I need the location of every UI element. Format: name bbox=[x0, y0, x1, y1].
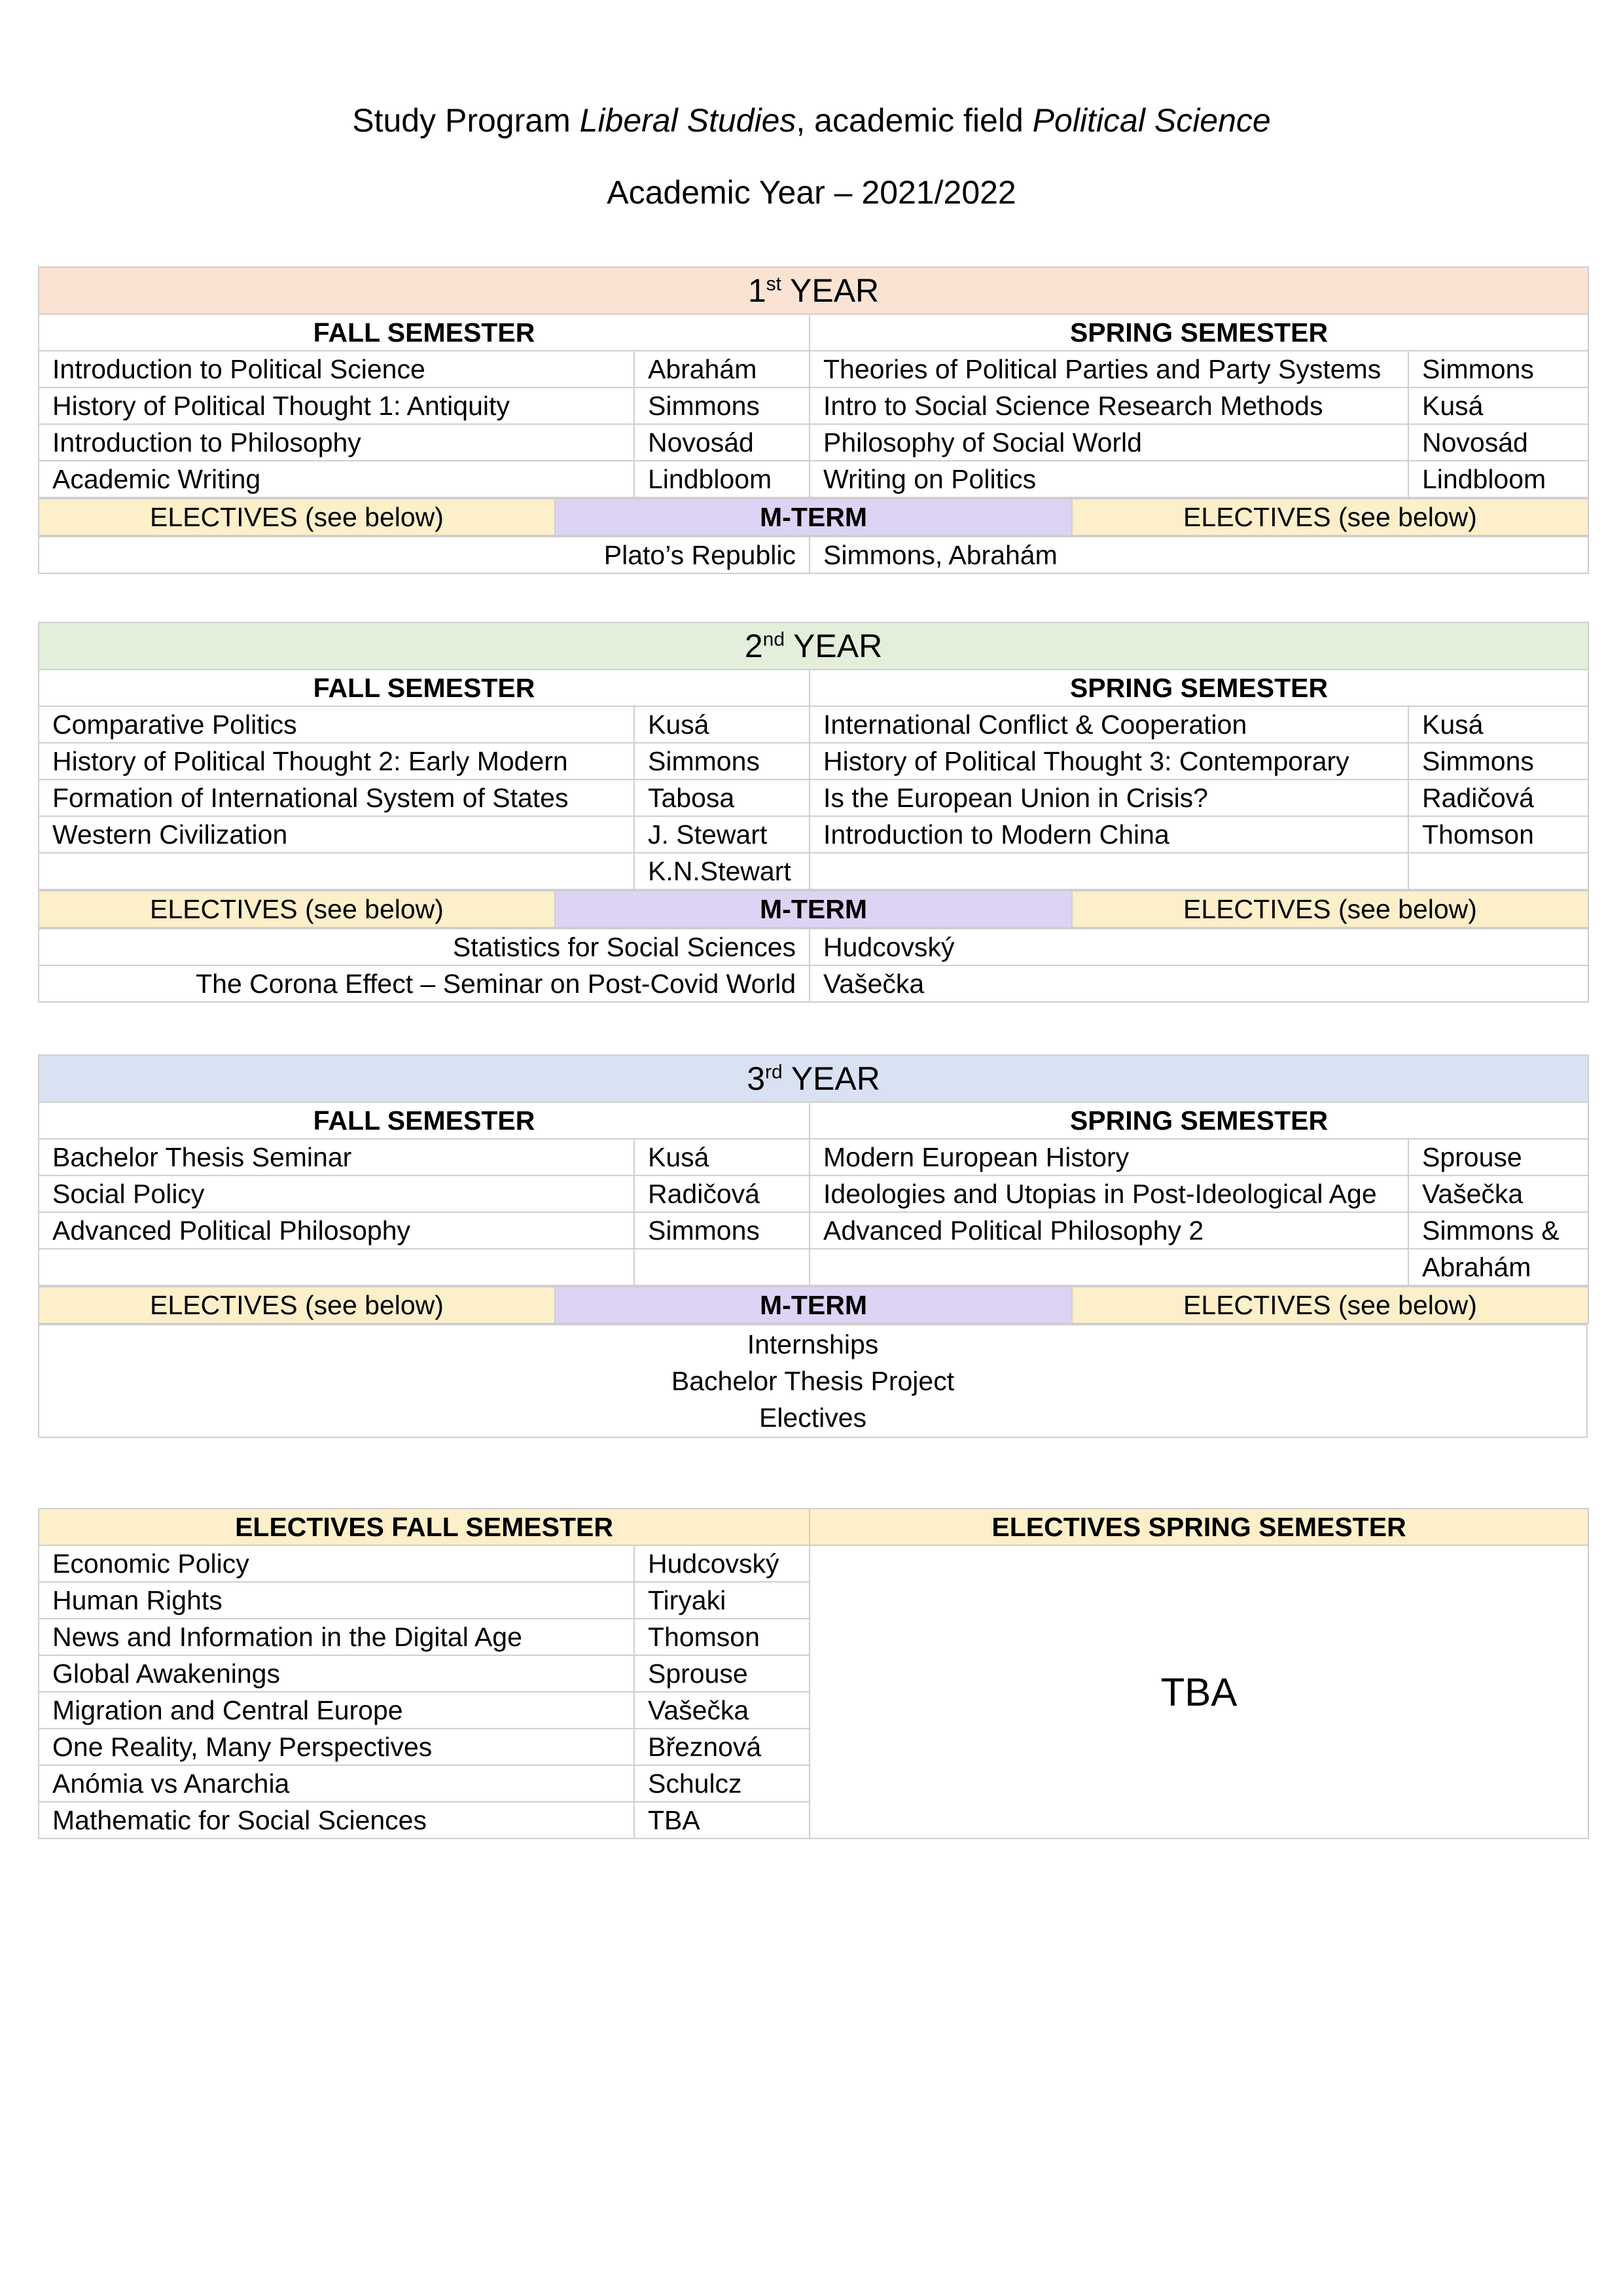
fall-electives-note: ELECTIVES (see below) bbox=[39, 499, 555, 535]
spring-instructor: Sprouse bbox=[1408, 1139, 1588, 1175]
fall-instructor: Kusá bbox=[634, 706, 810, 743]
mterm-row bbox=[39, 965, 1588, 1002]
mterm-option: Internships bbox=[747, 1329, 879, 1359]
course-row bbox=[39, 461, 1588, 497]
mterm-option: Electives bbox=[758, 1403, 867, 1433]
mterm-header: M-TERM bbox=[555, 891, 1072, 927]
spring-instructor: Kusá bbox=[1408, 706, 1588, 743]
fall-instructor: Radičová bbox=[634, 1175, 810, 1212]
fall-instructor: K.N.Stewart bbox=[634, 853, 810, 889]
elective-course: Human Rights bbox=[39, 1582, 634, 1619]
fall-instructor: Simmons bbox=[634, 387, 810, 424]
mterm-course: Statistics for Social Sciences bbox=[39, 929, 810, 965]
spring-instructor: Simmons bbox=[1408, 743, 1588, 780]
spring-electives-note: ELECTIVES (see below) bbox=[1072, 891, 1588, 927]
fall-instructor: Simmons bbox=[634, 743, 810, 780]
course-row bbox=[39, 1212, 1588, 1249]
elective-instructor: Hudcovský bbox=[634, 1545, 810, 1582]
title-mid: , academic field bbox=[796, 102, 1033, 139]
year-3-table bbox=[38, 1054, 1589, 1286]
fall-course: History of Political Thought 1: Antiquity bbox=[39, 387, 634, 424]
spring-course: History of Political Thought 3: Contemporary bbox=[810, 743, 1408, 780]
spring-course: Philosophy of Social World bbox=[810, 424, 1408, 461]
fall-instructor: Simmons bbox=[634, 1212, 810, 1249]
year-2-mterm-strip bbox=[38, 890, 1589, 928]
spring-course: Theories of Political Parties and Party Systems bbox=[810, 351, 1408, 387]
mterm-row bbox=[39, 537, 1588, 573]
elective-course: Anómia vs Anarchia bbox=[39, 1765, 634, 1802]
spring-instructor: Lindbloom bbox=[1408, 461, 1588, 497]
fall-course: History of Political Thought 2: Early Modern bbox=[39, 743, 634, 780]
elective-instructor: Thomson bbox=[634, 1619, 810, 1655]
course-row bbox=[39, 351, 1588, 387]
document-title bbox=[0, 101, 1623, 139]
fall-course bbox=[39, 853, 634, 889]
course-row bbox=[39, 743, 1588, 780]
year-2-header: 2nd YEAR bbox=[39, 622, 1588, 670]
year-3-mterm-table bbox=[38, 1324, 1588, 1438]
elective-row bbox=[39, 1545, 1588, 1582]
elective-course: Global Awakenings bbox=[39, 1655, 634, 1692]
academic-year: Academic Year – 2021/2022 bbox=[607, 174, 1016, 211]
elective-course: News and Information in the Digital Age bbox=[39, 1619, 634, 1655]
course-row bbox=[39, 780, 1588, 816]
spring-course: Introduction to Modern China bbox=[810, 816, 1408, 853]
year-1-table bbox=[38, 266, 1589, 498]
fall-semester-header: FALL SEMESTER bbox=[39, 314, 810, 351]
spring-instructor: Novosád bbox=[1408, 424, 1588, 461]
program-name: Liberal Studies bbox=[579, 102, 796, 139]
elective-instructor: Vašečka bbox=[634, 1692, 810, 1729]
fall-course: Formation of International System of States bbox=[39, 780, 634, 816]
spring-course: Intro to Social Science Research Methods bbox=[810, 387, 1408, 424]
mterm-header: M-TERM bbox=[555, 499, 1072, 535]
fall-electives-note: ELECTIVES (see below) bbox=[39, 891, 555, 927]
electives-section bbox=[38, 1508, 1588, 1839]
year-2-table bbox=[38, 622, 1589, 890]
course-row bbox=[39, 1139, 1588, 1175]
spring-instructor: Simmons bbox=[1408, 351, 1588, 387]
course-row bbox=[39, 424, 1588, 461]
fall-course: Introduction to Philosophy bbox=[39, 424, 634, 461]
spring-course: Writing on Politics bbox=[810, 461, 1408, 497]
spring-instructor: Simmons & bbox=[1408, 1212, 1588, 1249]
elective-course: Migration and Central Europe bbox=[39, 1692, 634, 1729]
elective-instructor: TBA bbox=[634, 1802, 810, 1839]
spring-course bbox=[810, 1249, 1408, 1285]
spring-course bbox=[810, 853, 1408, 889]
mterm-instructor: Vašečka bbox=[810, 965, 1588, 1002]
elective-instructor: Sprouse bbox=[634, 1655, 810, 1692]
spring-instructor: Kusá bbox=[1408, 387, 1588, 424]
year-3-mterm-strip bbox=[38, 1286, 1589, 1324]
spring-semester-header: SPRING SEMESTER bbox=[810, 670, 1588, 706]
mterm-header: M-TERM bbox=[555, 1287, 1072, 1323]
field-name: Political Science bbox=[1032, 102, 1271, 139]
fall-electives-note: ELECTIVES (see below) bbox=[39, 1287, 555, 1323]
spring-semester-header: SPRING SEMESTER bbox=[810, 1102, 1588, 1139]
fall-instructor: Abrahám bbox=[634, 351, 810, 387]
fall-course: Comparative Politics bbox=[39, 706, 634, 743]
fall-instructor: Lindbloom bbox=[634, 461, 810, 497]
fall-course: Advanced Political Philosophy bbox=[39, 1212, 634, 1249]
spring-instructor: Vašečka bbox=[1408, 1175, 1588, 1212]
fall-semester-header: FALL SEMESTER bbox=[39, 1102, 810, 1139]
spring-electives-note: ELECTIVES (see below) bbox=[1072, 499, 1588, 535]
mterm-row bbox=[39, 929, 1588, 965]
elective-instructor: Schulcz bbox=[634, 1765, 810, 1802]
year-1-header: 1st YEAR bbox=[39, 267, 1588, 314]
mterm-option: Bachelor Thesis Project bbox=[671, 1366, 955, 1396]
title-prefix: Study Program bbox=[352, 102, 580, 139]
fall-instructor: Novosád bbox=[634, 424, 810, 461]
fall-instructor: J. Stewart bbox=[634, 816, 810, 853]
course-row bbox=[39, 853, 1588, 889]
spring-instructor: Abrahám bbox=[1408, 1249, 1588, 1285]
year-1-mterm-strip bbox=[38, 498, 1589, 536]
elective-instructor: Tiryaki bbox=[634, 1582, 810, 1619]
course-row bbox=[39, 1175, 1588, 1212]
course-row bbox=[39, 1249, 1588, 1285]
year-3-header: 3rd YEAR bbox=[39, 1055, 1588, 1102]
mterm-options bbox=[39, 1325, 1587, 1437]
spring-electives-note: ELECTIVES (see below) bbox=[1072, 1287, 1588, 1323]
spring-course: Advanced Political Philosophy 2 bbox=[810, 1212, 1408, 1249]
spring-instructor: Thomson bbox=[1408, 816, 1588, 853]
year-3-section bbox=[38, 1054, 1588, 1438]
electives-spring-value: TBA bbox=[810, 1545, 1588, 1839]
mterm-course: Plato’s Republic bbox=[39, 537, 810, 573]
fall-instructor bbox=[634, 1249, 810, 1285]
fall-course: Introduction to Political Science bbox=[39, 351, 634, 387]
spring-instructor bbox=[1408, 853, 1588, 889]
spring-instructor: Radičová bbox=[1408, 780, 1588, 816]
fall-semester-header: FALL SEMESTER bbox=[39, 670, 810, 706]
spring-course: Ideologies and Utopias in Post-Ideological Age bbox=[810, 1175, 1408, 1212]
fall-instructor: Tabosa bbox=[634, 780, 810, 816]
year-1-section bbox=[38, 266, 1588, 574]
mterm-instructor: Simmons, Abrahám bbox=[810, 537, 1588, 573]
spring-course: International Conflict & Cooperation bbox=[810, 706, 1408, 743]
mterm-course: The Corona Effect – Seminar on Post-Covid World bbox=[39, 965, 810, 1002]
elective-instructor: Březnová bbox=[634, 1729, 810, 1765]
fall-course bbox=[39, 1249, 634, 1285]
fall-course: Academic Writing bbox=[39, 461, 634, 497]
elective-course: One Reality, Many Perspectives bbox=[39, 1729, 634, 1765]
course-row bbox=[39, 706, 1588, 743]
elective-course: Economic Policy bbox=[39, 1545, 634, 1582]
electives-spring-header: ELECTIVES SPRING SEMESTER bbox=[810, 1509, 1588, 1545]
electives-table bbox=[38, 1508, 1589, 1839]
year-2-section bbox=[38, 622, 1588, 1003]
year-1-mterm-table bbox=[38, 536, 1589, 574]
fall-instructor: Kusá bbox=[634, 1139, 810, 1175]
mterm-instructor: Hudcovský bbox=[810, 929, 1588, 965]
fall-course: Social Policy bbox=[39, 1175, 634, 1212]
year-2-mterm-table bbox=[38, 928, 1589, 1003]
elective-course: Mathematic for Social Sciences bbox=[39, 1802, 634, 1839]
spring-semester-header: SPRING SEMESTER bbox=[810, 314, 1588, 351]
course-row bbox=[39, 387, 1588, 424]
fall-course: Western Civilization bbox=[39, 816, 634, 853]
electives-fall-header: ELECTIVES FALL SEMESTER bbox=[39, 1509, 810, 1545]
fall-course: Bachelor Thesis Seminar bbox=[39, 1139, 634, 1175]
spring-course: Modern European History bbox=[810, 1139, 1408, 1175]
course-row bbox=[39, 816, 1588, 853]
spring-course: Is the European Union in Crisis? bbox=[810, 780, 1408, 816]
